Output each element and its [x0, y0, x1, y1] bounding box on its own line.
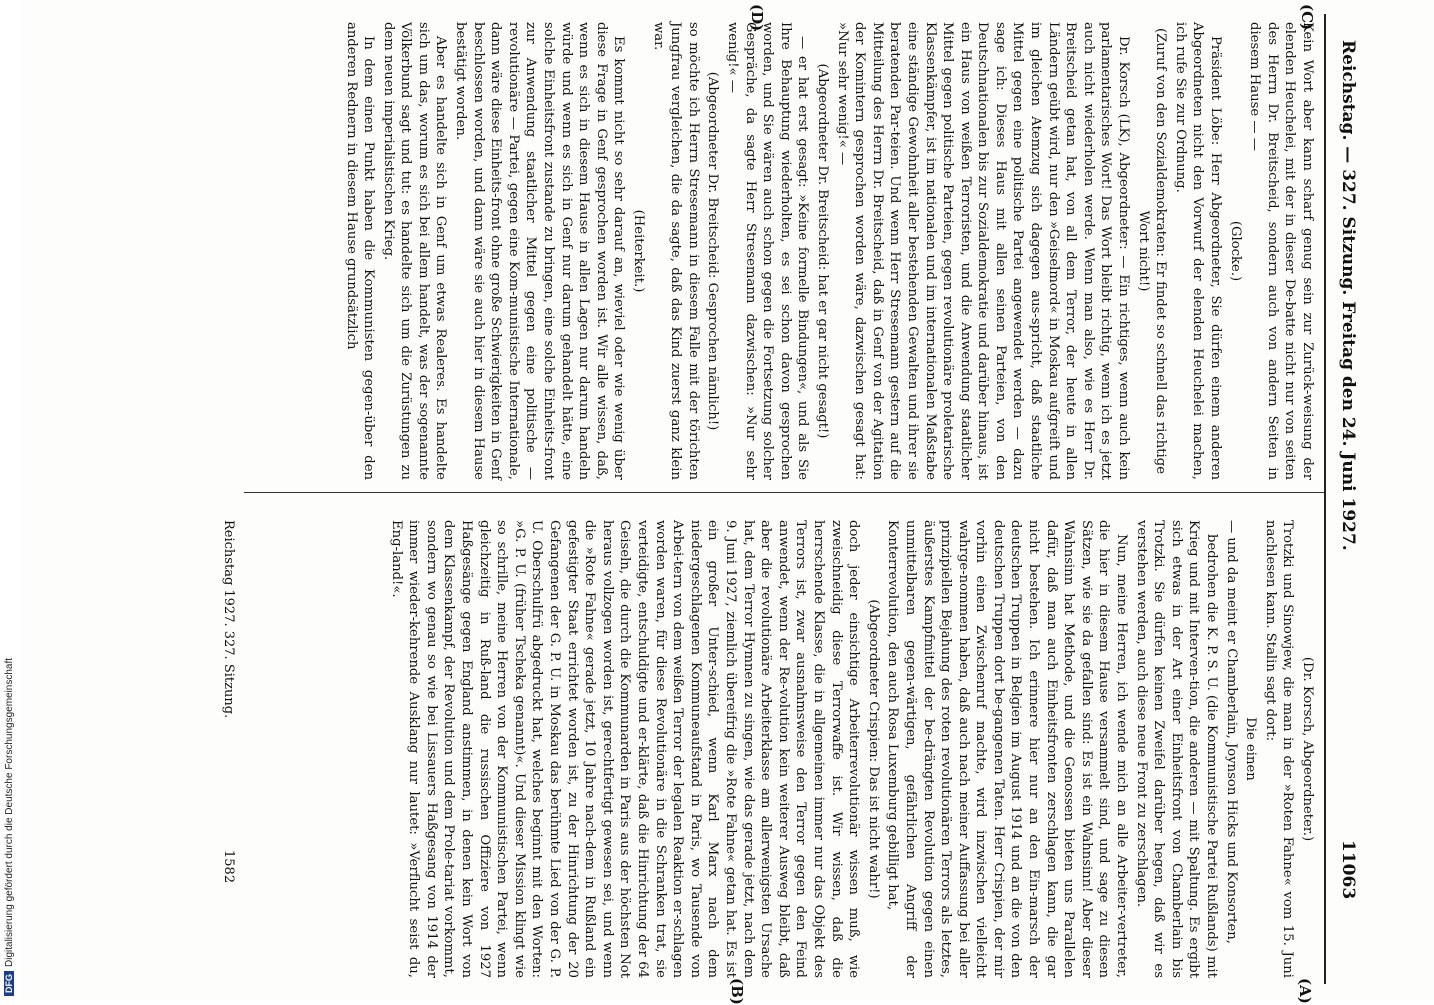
- paragraph: In dem einen Punkt haben die Kommunisten gegen-über den anderen Rednern in diesem Hause grundsätzlich: [343, 22, 377, 480]
- margin-mark-a: (A): [1296, 978, 1314, 1004]
- speaker-paragraph: Dr. Korsch (LK), Abgeordneter: — Ein richtiges, wenn auch kein parlamentarisches Wort! Das Wort bleibt richtig, wenn ich es jetzt auch nicht wiederholen werde. Wenn man also, wie es Herr Dr. Breitscheid getan hat, von all dem Terror, der heute in allen Ländern geübt wird, nur den »Geiselmord« in Moskau aufgreift und im gleichen Atemzug sich dagegen aus-spricht, daß staatliche Mittel gegen eine politische Partei angewendet werden — dazu sage ich: Dieses Haus mit allen seinen Parteien, von den Deutschnationalen bis zur Sozialdemokratie und darüber hinaus, ist ein Haus von weißen Terroristen, und die Anwendung staatlicher Mittel gegen politische Parteien, gegen revolutionäre proletarische Klassenkämpfer, ist im nationalen und im internationalen Maßstabe eine ständige Gewohnheit aller bestehenden Gewalten und ihrer sie beratenden Par-teien. Und wenn Herr Stresemann gestern auf die Mitteilung des Herrn Dr. Breitscheid, daß in Genf von der Agitation der Komintern gesprochen worden wäre, dazwischen gesagt hat: »Nur sehr wenig!« —: [834, 22, 1132, 480]
- interjection: (Abgeordneter Crispien: Das ist nicht wahr!): [865, 599, 881, 899]
- margin-mark-b: (B): [728, 978, 746, 1005]
- page-number: 11063: [1338, 840, 1358, 900]
- column-second: [385, 520, 1316, 978]
- paragraph: Es kommt nicht so sehr darauf an, wieviel oder wie wenig über diese Frage in Genf gesprochen worden ist. Wir alle wissen, daß, wenn es sich in diesem Hause in allen Lagen nur darum handeln würde und wenn es sich in Genf nur darum gehandelt hätte, eine solche Einheitsfront zustande zu bringen, eine solche Einheits-front zur Anwendung staatlicher Mittel gegen eine politische — revolutionäre — Partei, gegen eine Kom-munistische Internationale, dann wäre diese Einheits-front ohne große Schwierigkeiten in Genf beschlossen worden, und dann wäre sie auch hier in diesem Hause bestätigt worden.: [453, 22, 627, 480]
- paragraph: — er hat erst gesagt: »Keine formelle Bindungen«, und als Sie Ihre Behauptung wiederholten, es sei schon davon gesprochen worden, und Sie wären auch schon gegen die Fortsetzung solcher Gespräche, da sagte Herr Stresemann dazwischen: »Nur sehr wenig!« —: [725, 22, 811, 480]
- stage-direction: (Glocke.): [1227, 220, 1243, 282]
- paragraph: doch jeder einsichtige Arbeiterrevolutionär wissen muß, wie zweischneidig diese Terrorwaffe ist. Wir wissen, daß die herrschende Klasse, die in allgemeinen immer nur das Objekt des Terrors ist, zwar ausnahmsweise den Terror gegen den Feind anwendet, wenn der Re-volution kein weiterer Ausweg bleibt, daß aber die revolutionäre Arbeiterklasse am allerwenigsten Ursache hat, dem Terror Hymnen zu singen, wie das gerade jetzt, nach dem 9. Juni 1927, ziemlich übereifrig die »Rote Fahne« getan hat. Es ist ein großer Unter-schied, wenn Karl Marx nach dem niedergeschlagenen Kommuneaufstand in Paris, wo Tausende von Arbei-tern von dem weißen Terror der legalen Reaktion er-schlagen worden waren, für diese Revolutionäre in die Schranken trat, sie verteidigte, entschuldigte und er-klärte, daß die Hinrichtung der 64 Geiseln, die durch die Kommunarden in Paris aus der höchsten Not heraus vollzogen worden ist, gerechtfertigt gewesen sei, und wenn die »Rote Fahne« gerade jetzt, 10 Jahre nach-dem in Rußland ein gefestigter Staat errichtet worden ist, zu der Hinrichtung der 20 Gefangenen der G. P. U. in Moskau das berühmte Lied von der G. P. U. Oberschulfrü abgedruckt hat, welches beginnt mit den Worten: »G. P. U. (früher Tscheka genannt)«. Und dieser Mission klingt wie so schrille, meine Herren von der Kommunistischen Partei, wenn gleichzeitig in Ruß-land die russischen Offiziere von 1927 Haßgesänge gegen England anstimmen, in denen kein Wort von dem Klassenkampf, der Revolution und dem Prole-tariat vorkommt, sondern wo genau so wie bei Lissauers Haßgesang von 1914 der immer wieder-kehrende Ausklang nur lautet: »Verflucht seist du, Eng-land!«.: [388, 520, 862, 978]
- funding-text: Digitalisierung gefördert durch die Deutsche Forschungsgemeinschaft: [4, 657, 15, 967]
- column-divider: [244, 492, 1324, 493]
- footer-page: 1582: [221, 850, 236, 884]
- header-rule: [1324, 14, 1326, 984]
- column-first: [340, 22, 1316, 480]
- quotation: Die einen: [1243, 717, 1259, 781]
- interjection: (Zuruf von den Sozialdemokraten: Er findet so schnell das richtige Wort nicht!): [1135, 27, 1169, 475]
- paragraph: Trotzki und Sinowjew, die man in der »Roten Fahne« vom 15. Juni nachlesen kann. Stalin sagt dort:: [1262, 520, 1296, 978]
- funding-note: [4, 658, 15, 996]
- margin-mark-c: (C): [1298, 4, 1316, 31]
- header-title: Reichstag. — 327. Sitzung. Freitag den 24. Juni 1927.: [1338, 40, 1358, 551]
- interjection: (Abgeordneter Dr. Breitscheid: hat er gar nicht gesagt!): [814, 63, 830, 439]
- funding-strip: [0, 0, 22, 1000]
- stage-direction: (Heiterkeit.): [631, 209, 647, 293]
- paragraph: so möchte ich Herrn Stresemann in diesem Falle mit der törichten Jungfrau vergleichen, die da sagte, daß das Kind zuerst ganz klein war.: [650, 22, 701, 480]
- interjection: (Abgeordneter Dr. Breitscheid: Gesprochen nämlich!): [705, 71, 721, 431]
- speaker-paragraph: Präsident Löbe: Herr Abgeordneter, Sie dürfen einem anderen Abgeordneten nicht den Vorwurf der elenden Heuchelei machen, ich rufe Sie zur Ordnung.: [1172, 22, 1224, 480]
- rotated-page-content: [116, 0, 1366, 1005]
- running-speaker: (Dr. Korsch, Abgeordneter.): [1300, 656, 1315, 842]
- quotation: bedrohen die K. P. S. U. (die Kommunistische Partei Rußlands) mit Krieg und mit Interven-tion, die anderen — mit Spaltung. Es ergibt sich etwas in der Art einer Einheitsfront von Chamberlain bis Trotzki. Sie dürfen keinen Zweifel darüber hegen, daß wir es verstehen werden, auch diese neue Front zu zerschlagen.: [1133, 520, 1220, 978]
- dfg-logo: DFG: [4, 971, 14, 996]
- paragraph: Kein Wort aber kann scharf genug sein zur Zurück-weisung der elenden Heuchelei, mit der in dieser De-batte nicht nur von seiten des Herrn Dr. Breitscheid, sondern auch von andern Seiten in diesem Hause — —: [1247, 22, 1315, 480]
- paragraph: Nun, meine Herren, ich wende mich an alle Arbeiter-vertreter, die hier in diesem Hause versammelt sind, und sage zu diesen Sätzen, wie sie da gefallen sind: Es ist ein Wahnsinn! Aber dieser Wahnsinn hat Methode, und die Genossen bieten uns Parallelen dafür, daß man auch Einheitsfronten zerschlagen kann, die gar nicht bestehen. Ich erinnere hier nur an den Ein-marsch der deutschen Truppen in Belgien im August 1914 und an die von den deutschen Truppen dort be-gangenen Taten. Herr Crispien, der mir vorhin einen Zwischenruf machte, wird inzwischen vielleicht wahrge-nommen haben, daß auch nach meiner Auffassung bei aller prinzipiellen Bejahung des roten revolutionären Terrors als letztes, äußerstes Kampfmittel der be-drängten Revolution gegen einen unmittelbaren gegen-wärtigen, gefährlichen Angriff der Konterrevolution, den auch Rosa Luxemburg gebilligt hat,: [885, 520, 1130, 978]
- paragraph: Aber es handelte sich in Genf um etwas Realeres. Es handelte sich um das, worum es sich bei allem handelt, was der sogenannte Völkerbund sagt und tut: es handelte sich um die Zurüstungen zu dem neuen imperialistischen Krieg.: [380, 22, 449, 480]
- paragraph: — und da meint er Chamberlain, Joynson Hicks und Konsorten,: [1223, 520, 1239, 944]
- margin-mark-d: (D): [748, 4, 766, 32]
- footer-session: Reichstag 1927. 327. Sitzung.: [221, 520, 236, 719]
